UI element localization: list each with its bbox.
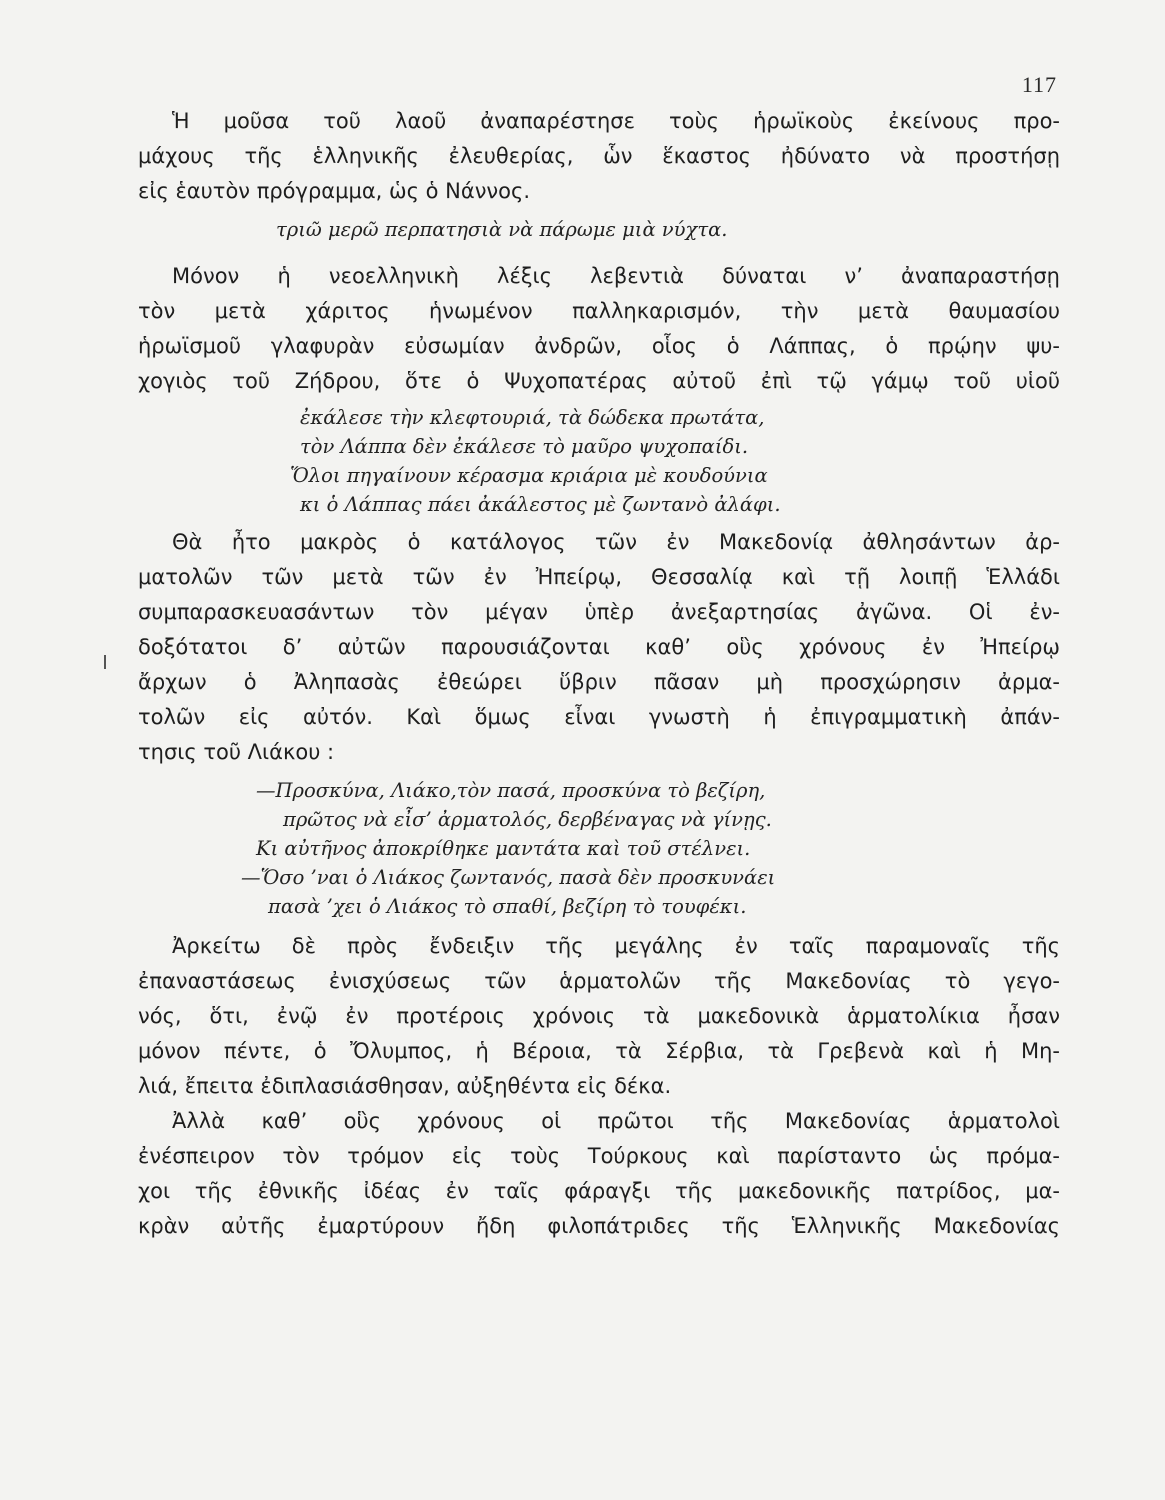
verse-line: τὸν Λάππα δὲν ἐκάλεσε τὸ μαῦρο ψυχοπαίδι.: [300, 435, 749, 458]
text-line: Ἡ μοῦσα τοῦ λαοῦ ἀναπαρέστησε τοὺς ἡρωϊκοὺς ἐκείνους προ-: [172, 109, 1060, 133]
text-line: λιά, ἔπειτα ἐδιπλασιάσθησαν, αὐξηθέντα εἰς δέκα.: [138, 1074, 672, 1098]
text-line: μόνον πέντε, ὁ Ὄλυμπος, ἡ Βέροια, τὰ Σέρβια, τὰ Γρεβενὰ καὶ ἡ Μη-: [138, 1039, 1060, 1063]
text-line: χοι τῆς ἐθνικῆς ἰδέας ἐν ταῖς φάραγξι τῆς μακεδονικῆς πατρίδος, μα-: [138, 1179, 1060, 1203]
verse-quote-2: [138, 403, 1060, 519]
verse-line: τριῶ μερῶ περπατησιὰ νὰ πάρωμε μιὰ νύχτα.: [276, 218, 728, 241]
text-line: νός, ὅτι, ἐνῷ ἐν προτέροις χρόνοις τὰ μακεδονικὰ ἁρματολίκια ἦσαν: [138, 1004, 1060, 1028]
paragraph-1: [138, 104, 1060, 209]
verse-line: Ὅλοι πηγαίνουν κέρασμα κριάρια μὲ κουδούνια: [290, 464, 768, 487]
text-line: τολῶν εἰς αὐτόν. Καὶ ὅμως εἶναι γνωστὴ ἡ ἐπιγραμματικὴ ἀπάν-: [138, 705, 1060, 729]
verse-line: —Προσκύνα, Λιάκο,τὸν πασά, προσκύνα τὸ βεζίρη,: [256, 779, 766, 802]
text-line: κρὰν αὐτῆς ἐμαρτύρουν ἤδη φιλοπάτριδες τῆς Ἑλληνικῆς Μακεδονίας: [138, 1214, 1060, 1238]
verse-line: πασὰ ’χει ὁ Λιάκος τὸ σπαθί, βεζίρη τὸ τουφέκι.: [268, 895, 747, 918]
paragraph-2: [138, 259, 1060, 399]
paragraph-4: [138, 929, 1060, 1104]
text-line: χογιὸς τοῦ Ζήδρου, ὅτε ὁ Ψυχοπατέρας αὐτοῦ ἐπὶ τῷ γάμῳ τοῦ υἱοῦ: [138, 369, 1060, 393]
text-line: δοξότατοι δ’ αὐτῶν παρουσιάζονται καθ’ οὓς χρόνους ἐν Ἠπείρῳ: [138, 635, 1060, 659]
text-line: τὸν μετὰ χάριτος ἡνωμένον παλληκαρισμόν, τὴν μετὰ θαυμασίου: [138, 299, 1060, 323]
text-line: ἐπαναστάσεως ἐνισχύσεως τῶν ἁρματολῶν τῆς Μακεδονίας τὸ γεγο-: [138, 969, 1060, 993]
page-number: 117: [1021, 72, 1057, 97]
text-line: μάχους τῆς ἑλληνικῆς ἐλευθερίας, ὧν ἕκαστος ἠδύνατο νὰ προστήσῃ: [138, 144, 1060, 168]
text-line: συμπαρασκευασάντων τὸν μέγαν ὑπὲρ ἀνεξαρτησίας ἀγῶνα. Οἱ ἐν-: [138, 600, 1060, 624]
text-line: Ἀλλὰ καθ’ οὓς χρόνους οἱ πρῶτοι τῆς Μακεδονίας ἁρματολοὶ: [172, 1109, 1060, 1133]
verse-line: κι ὁ Λάππας πάει ἀκάλεστος μὲ ζωντανὸ ἀλάφι.: [300, 493, 781, 516]
verse-quote-1: [138, 215, 1060, 245]
verse-line: πρῶτος νὰ εἶσ’ ἀρματολός, δερβέναγας νὰ γίνῃς.: [283, 808, 772, 831]
paragraph-3: [138, 525, 1060, 770]
verse-quote-3: [138, 776, 1060, 921]
text-line: Μόνον ἡ νεοελληνικὴ λέξις λεβεντιὰ δύναται ν’ ἀναπαραστήσῃ: [172, 264, 1060, 288]
text-line: ἡρωϊσμοῦ γλαφυρὰν εὐσωμίαν ἀνδρῶν, οἷος ὁ Λάππας, ὁ πρῴην ψυ-: [138, 334, 1060, 358]
text-line: τησις τοῦ Λιάκου :: [138, 740, 335, 764]
verse-line: Κι αὐτῆνος ἀποκρίθηκε μαντάτα καὶ τοῦ στέλνει.: [256, 837, 751, 860]
text-line: Θὰ ἦτο μακρὸς ὁ κατάλογος τῶν ἐν Μακεδονίᾳ ἀθλησάντων ἀρ-: [172, 530, 1060, 554]
text-line: ἐνέσπειρον τὸν τρόμον εἰς τοὺς Τούρκους καὶ παρίσταντο ὡς πρόμα-: [138, 1144, 1060, 1168]
margin-pencil-mark: [104, 655, 106, 669]
paragraph-5: [138, 1104, 1060, 1244]
text-line: ἄρχων ὁ Ἀληπασὰς ἐθεώρει ὕβριν πᾶσαν μὴ προσχώρησιν ἀρμα-: [138, 670, 1060, 694]
page-text: [138, 104, 1060, 1244]
text-line: εἰς ἑαυτὸν πρόγραμμα, ὡς ὁ Νάννος.: [138, 179, 531, 203]
text-line: Ἀρκείτω δὲ πρὸς ἔνδειξιν τῆς μεγάλης ἐν ταῖς παραμοναῖς τῆς: [172, 934, 1060, 958]
verse-line: ἐκάλεσε τὴν κλεφτουριά, τὰ δώδεκα πρωτάτα,: [300, 406, 765, 429]
text-line: ματολῶν τῶν μετὰ τῶν ἐν Ἠπείρῳ, Θεσσαλίᾳ καὶ τῇ λοιπῇ Ἑλλάδι: [138, 565, 1060, 589]
verse-line: —Ὅσο ’ναι ὁ Λιάκος ζωντανός, πασὰ δὲν προσκυνάει: [241, 866, 776, 889]
